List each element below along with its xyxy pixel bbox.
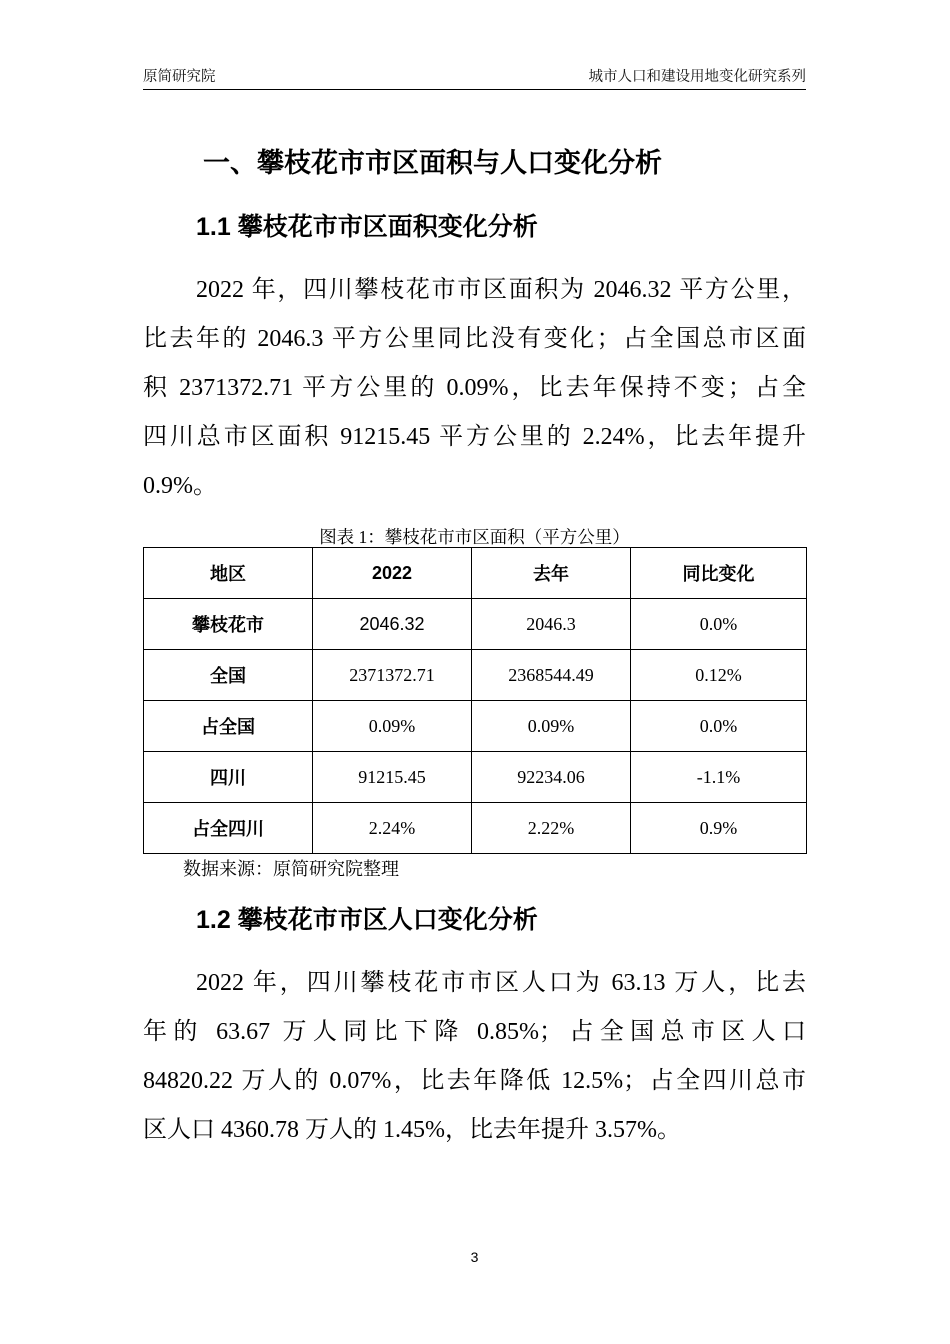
table-header-last-year: 去年 [472, 548, 631, 599]
table-header-yoy-change: 同比变化 [631, 548, 807, 599]
paragraph-line: 84820.22 万人的 0.07%，比去年降低 12.5%；占全四川总市 [143, 1068, 806, 1094]
table-cell-2022: 2.24% [313, 803, 472, 854]
header-series-title: 城市人口和建设用地变化研究系列 [588, 69, 806, 85]
table-cell-region: 全国 [144, 650, 313, 701]
table-cell-2022: 91215.45 [313, 752, 472, 803]
paragraph-line: 2022 年，四川攀枝花市市区人口为 63.13 万人，比去 [196, 970, 806, 996]
table-cell-last-year: 2368544.49 [472, 650, 631, 701]
population-paragraph [143, 959, 806, 1155]
table-row-sichuan [144, 752, 807, 803]
table-cell-last-year: 2.22% [472, 803, 631, 854]
area-data-table [143, 547, 807, 854]
table-cell-yoy-change: -1.1% [631, 752, 807, 803]
table-cell-yoy-change: 0.0% [631, 599, 807, 650]
table-header-2022: 2022 [313, 548, 472, 599]
table-row-share-of-national [144, 701, 807, 752]
paragraph-line: 2022 年，四川攀枝花市市区面积为 2046.32 平方公里， [196, 277, 806, 303]
paragraph-line: 比去年的 2046.3 平方公里同比没有变化；占全国总市区面 [143, 326, 806, 352]
table-cell-2022: 0.09% [313, 701, 472, 752]
table-header-row [144, 548, 807, 599]
table-row-panzhihua [144, 599, 807, 650]
paragraph-line: 0.9%。 [143, 473, 217, 499]
area-paragraph [143, 266, 806, 511]
subsection-title-area: 1.1 攀枝花市市区面积变化分析 [196, 213, 538, 241]
page-number: 3 [470, 1249, 479, 1265]
table-row-national [144, 650, 807, 701]
paragraph-line: 积 2371372.71 平方公里的 0.09%，比去年保持不变；占全 [143, 375, 806, 401]
table-row-share-of-sichuan [144, 803, 807, 854]
table-cell-region: 占全四川 [144, 803, 313, 854]
table-cell-region: 四川 [144, 752, 313, 803]
table-cell-yoy-change: 0.12% [631, 650, 807, 701]
table-source-note: 数据来源：原简研究院整理 [183, 859, 399, 879]
table-cell-last-year: 92234.06 [472, 752, 631, 803]
table-cell-last-year: 2046.3 [472, 599, 631, 650]
subsection-title-population: 1.2 攀枝花市市区人口变化分析 [196, 906, 538, 934]
section-title: 一、攀枝花市市区面积与人口变化分析 [203, 148, 662, 178]
paragraph-line: 年的 63.67 万人同比下降 0.85%；占全国总市区人口 [143, 1019, 806, 1045]
table-cell-yoy-change: 0.9% [631, 803, 807, 854]
table-caption: 图表 1：攀枝花市市区面积（平方公里） [319, 527, 630, 547]
header-organization: 原简研究院 [143, 69, 216, 85]
paragraph-line: 四川总市区面积 91215.45 平方公里的 2.24%，比去年提升 [143, 424, 806, 450]
table-cell-region: 占全国 [144, 701, 313, 752]
table-cell-2022: 2371372.71 [313, 650, 472, 701]
header-rule [143, 89, 806, 90]
table-cell-region: 攀枝花市 [144, 599, 313, 650]
paragraph-line: 区人口 4360.78 万人的 1.45%，比去年提升 3.57%。 [143, 1117, 681, 1143]
table-cell-last-year: 0.09% [472, 701, 631, 752]
table-cell-yoy-change: 0.0% [631, 701, 807, 752]
table-cell-2022: 2046.32 [313, 599, 472, 650]
table-header-region: 地区 [144, 548, 313, 599]
